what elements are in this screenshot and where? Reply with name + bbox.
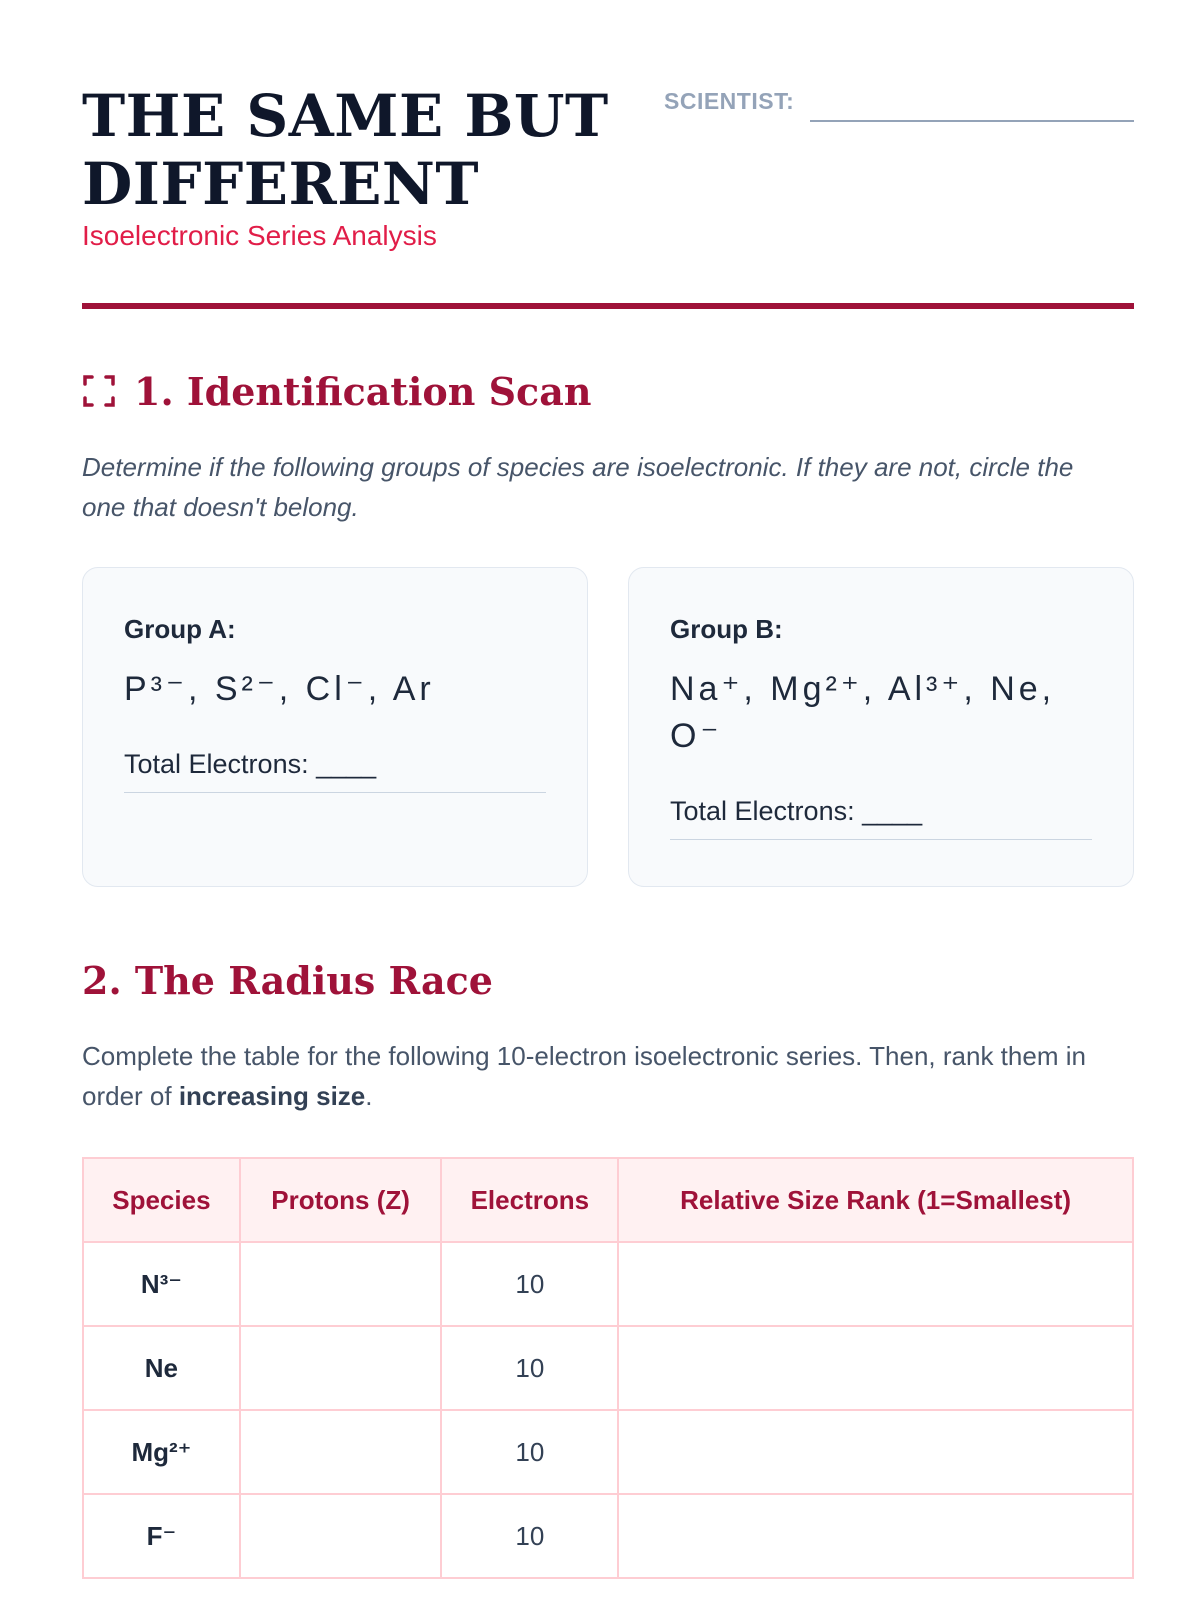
page-subtitle: Isoelectronic Series Analysis [82, 220, 437, 251]
group-b-card [628, 567, 1134, 887]
rank-cell[interactable] [618, 1494, 1133, 1578]
scientist-label: SCIENTIST: [664, 88, 795, 114]
worksheet-page [82, 0, 1134, 1600]
section-1-instructions: Determine if the following groups of species are isoelectronic. If they are not, circle the one that doesn't belong. [82, 452, 1074, 522]
electrons-cell: 10 [441, 1410, 618, 1494]
header-protons: Protons (Z) [240, 1158, 442, 1242]
table-row [83, 1494, 1133, 1578]
worksheet-header [82, 82, 1134, 310]
scientist-field [664, 88, 1134, 128]
species-cell: Mg²⁺ [83, 1410, 240, 1494]
species-cell: Ne [83, 1326, 240, 1410]
radius-race-table [82, 1157, 1134, 1579]
species-cell: N³⁻ [83, 1242, 240, 1326]
group-a-species: P³⁻, S²⁻, Cl⁻, Ar [124, 670, 435, 708]
section-1-heading [82, 366, 591, 416]
section-1-title: 1. Identification Scan [134, 368, 592, 414]
section-2-description [82, 1036, 1134, 1116]
group-b-species: Na⁺, Mg²⁺, Al³⁺, Ne, O⁻ [670, 670, 1056, 755]
group-a-label: Group A: [124, 614, 236, 644]
scan-icon [82, 374, 116, 408]
rank-cell[interactable] [618, 1326, 1133, 1410]
group-b-total-electrons[interactable]: Total Electrons: ____ [670, 796, 1092, 840]
protons-cell[interactable] [240, 1242, 442, 1326]
header-electrons: Electrons [441, 1158, 618, 1242]
protons-cell[interactable] [240, 1326, 442, 1410]
electrons-cell: 10 [441, 1242, 618, 1326]
table-row [83, 1242, 1133, 1326]
table-row [83, 1410, 1133, 1494]
species-cell: F⁻ [83, 1494, 240, 1578]
title-line-2: DIFFERENT [82, 150, 480, 218]
section-2-title: 2. The Radius Race [82, 958, 493, 1003]
header-size-rank: Relative Size Rank (1=Smallest) [618, 1158, 1133, 1242]
protons-cell[interactable] [240, 1410, 442, 1494]
section-2-desc-part-2: . [365, 1081, 373, 1111]
electrons-cell: 10 [441, 1326, 618, 1410]
scientist-name-blank[interactable] [810, 120, 1134, 122]
electrons-cell: 10 [441, 1494, 618, 1578]
group-a-total-electrons[interactable]: Total Electrons: ____ [124, 749, 546, 793]
section-2-desc-bold: increasing size [178, 1081, 366, 1111]
page-title [82, 82, 642, 218]
rank-cell[interactable] [618, 1410, 1133, 1494]
group-a-card [82, 567, 588, 887]
title-line-1: THE SAME BUT [82, 82, 609, 150]
header-divider [82, 303, 1134, 309]
rank-cell[interactable] [618, 1242, 1133, 1326]
header-species: Species [83, 1158, 240, 1242]
table-row [83, 1326, 1133, 1410]
group-b-label: Group B: [670, 614, 783, 644]
protons-cell[interactable] [240, 1494, 442, 1578]
table-header-row [83, 1158, 1133, 1242]
section-2-desc-part-1: Complete the table for the following 10-electron isoelectronic series. Then, rank them in order of [82, 1041, 1086, 1111]
